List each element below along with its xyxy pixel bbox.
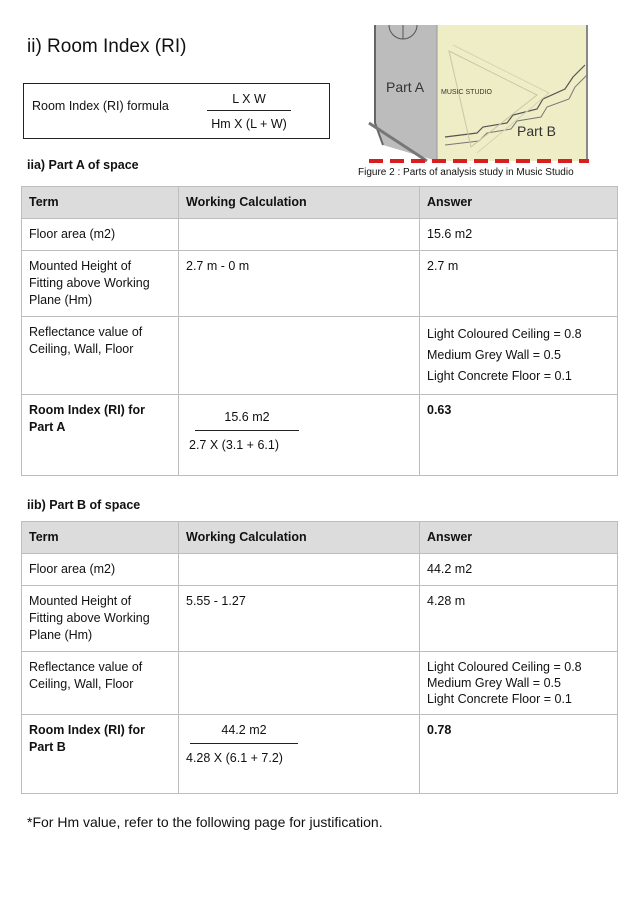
term-line: Room Index (RI) for — [29, 723, 145, 737]
calc-cell — [179, 317, 420, 395]
header-working-calculation: Working Calculation — [179, 187, 420, 219]
music-studio-plan-image — [367, 25, 589, 165]
term-cell — [22, 251, 179, 317]
answer-line: Light Coloured Ceiling = 0.8 — [427, 327, 582, 341]
term-line: Mounted Height of — [29, 594, 132, 608]
term-line: Part B — [29, 740, 66, 754]
answer-cell: 2.7 m — [420, 251, 618, 317]
fraction-line — [207, 110, 291, 111]
ri-denominator: 2.7 X (3.1 + 6.1) — [189, 438, 279, 452]
term-cell: Floor area (m2) — [22, 554, 179, 586]
table-row — [22, 554, 618, 586]
answer-cell — [420, 317, 618, 395]
term-cell — [22, 395, 179, 476]
term-cell — [22, 317, 179, 395]
part-b-table — [21, 521, 618, 794]
header-term: Term — [22, 187, 179, 219]
part-a-table — [21, 186, 618, 476]
term-line: Room Index (RI) for — [29, 403, 145, 417]
footnote: *For Hm value, refer to the following page for justification. — [27, 814, 383, 830]
formula-label: Room Index (RI) formula — [32, 99, 169, 113]
section-title: ii) Room Index (RI) — [27, 36, 187, 57]
answer-cell: 44.2 m2 — [420, 554, 618, 586]
term-line: Reflectance value of — [29, 325, 143, 339]
term-line: Plane (Hm) — [29, 628, 93, 642]
ri-fraction — [189, 409, 299, 454]
ri-fraction — [186, 722, 298, 767]
calc-cell — [179, 715, 420, 794]
part-a-label: Part A — [386, 79, 425, 95]
answer-line: Light Coloured Ceiling = 0.8 — [427, 660, 582, 674]
calc-cell: 2.7 m - 0 m — [179, 251, 420, 317]
term-line: Fitting above Working — [29, 276, 150, 290]
term-line: Mounted Height of — [29, 259, 132, 273]
table-row — [22, 586, 618, 652]
term-cell: Floor area (m2) — [22, 219, 179, 251]
table-row — [22, 317, 618, 395]
term-cell — [22, 652, 179, 715]
answer-cell — [420, 652, 618, 715]
term-line: Ceiling, Wall, Floor — [29, 677, 134, 691]
answer-cell: 0.63 — [420, 395, 618, 476]
term-cell — [22, 715, 179, 794]
calc-cell — [179, 652, 420, 715]
table-header-row — [22, 522, 618, 554]
table-row — [22, 251, 618, 317]
studio-label: MUSIC STUDIO — [441, 89, 492, 96]
formula-box — [23, 83, 330, 139]
answer-line: Medium Grey Wall = 0.5 — [427, 676, 561, 690]
fraction-line — [190, 743, 298, 744]
term-line: Part A — [29, 420, 66, 434]
term-line: Ceiling, Wall, Floor — [29, 342, 134, 356]
answer-cell: 0.78 — [420, 715, 618, 794]
calc-cell — [179, 554, 420, 586]
formula-denominator: Hm X (L + W) — [211, 117, 287, 131]
calc-cell — [179, 395, 420, 476]
answer-line: Light Concrete Floor = 0.1 — [427, 369, 572, 383]
table-header-row — [22, 187, 618, 219]
ri-numerator: 15.6 m2 — [224, 410, 270, 424]
formula-fraction — [207, 92, 291, 131]
term-cell — [22, 586, 179, 652]
part-b-heading: iib) Part B of space — [27, 498, 141, 512]
header-working-calculation: Working Calculation — [179, 522, 420, 554]
table-row — [22, 219, 618, 251]
figure-caption: Figure 2 : Parts of analysis study in Music Studio — [358, 167, 574, 178]
calc-cell: 5.55 - 1.27 — [179, 586, 420, 652]
table-row — [22, 395, 618, 476]
ri-denominator: 4.28 X (6.1 + 7.2) — [186, 751, 283, 765]
table-row — [22, 652, 618, 715]
answer-line: Medium Grey Wall = 0.5 — [427, 348, 561, 362]
header-term: Term — [22, 522, 179, 554]
ri-numerator: 44.2 m2 — [221, 723, 267, 737]
term-line: Fitting above Working — [29, 611, 150, 625]
part-b-label: Part B — [517, 123, 556, 139]
header-answer: Answer — [420, 522, 618, 554]
answer-cell: 15.6 m2 — [420, 219, 618, 251]
fraction-line — [195, 430, 299, 431]
answer-cell: 4.28 m — [420, 586, 618, 652]
part-a-heading: iia) Part A of space — [27, 158, 139, 172]
formula-numerator: L X W — [232, 92, 266, 106]
answer-line: Light Concrete Floor = 0.1 — [427, 692, 572, 706]
term-line: Reflectance value of — [29, 660, 143, 674]
term-line: Plane (Hm) — [29, 293, 93, 307]
header-answer: Answer — [420, 187, 618, 219]
table-row — [22, 715, 618, 794]
calc-cell — [179, 219, 420, 251]
